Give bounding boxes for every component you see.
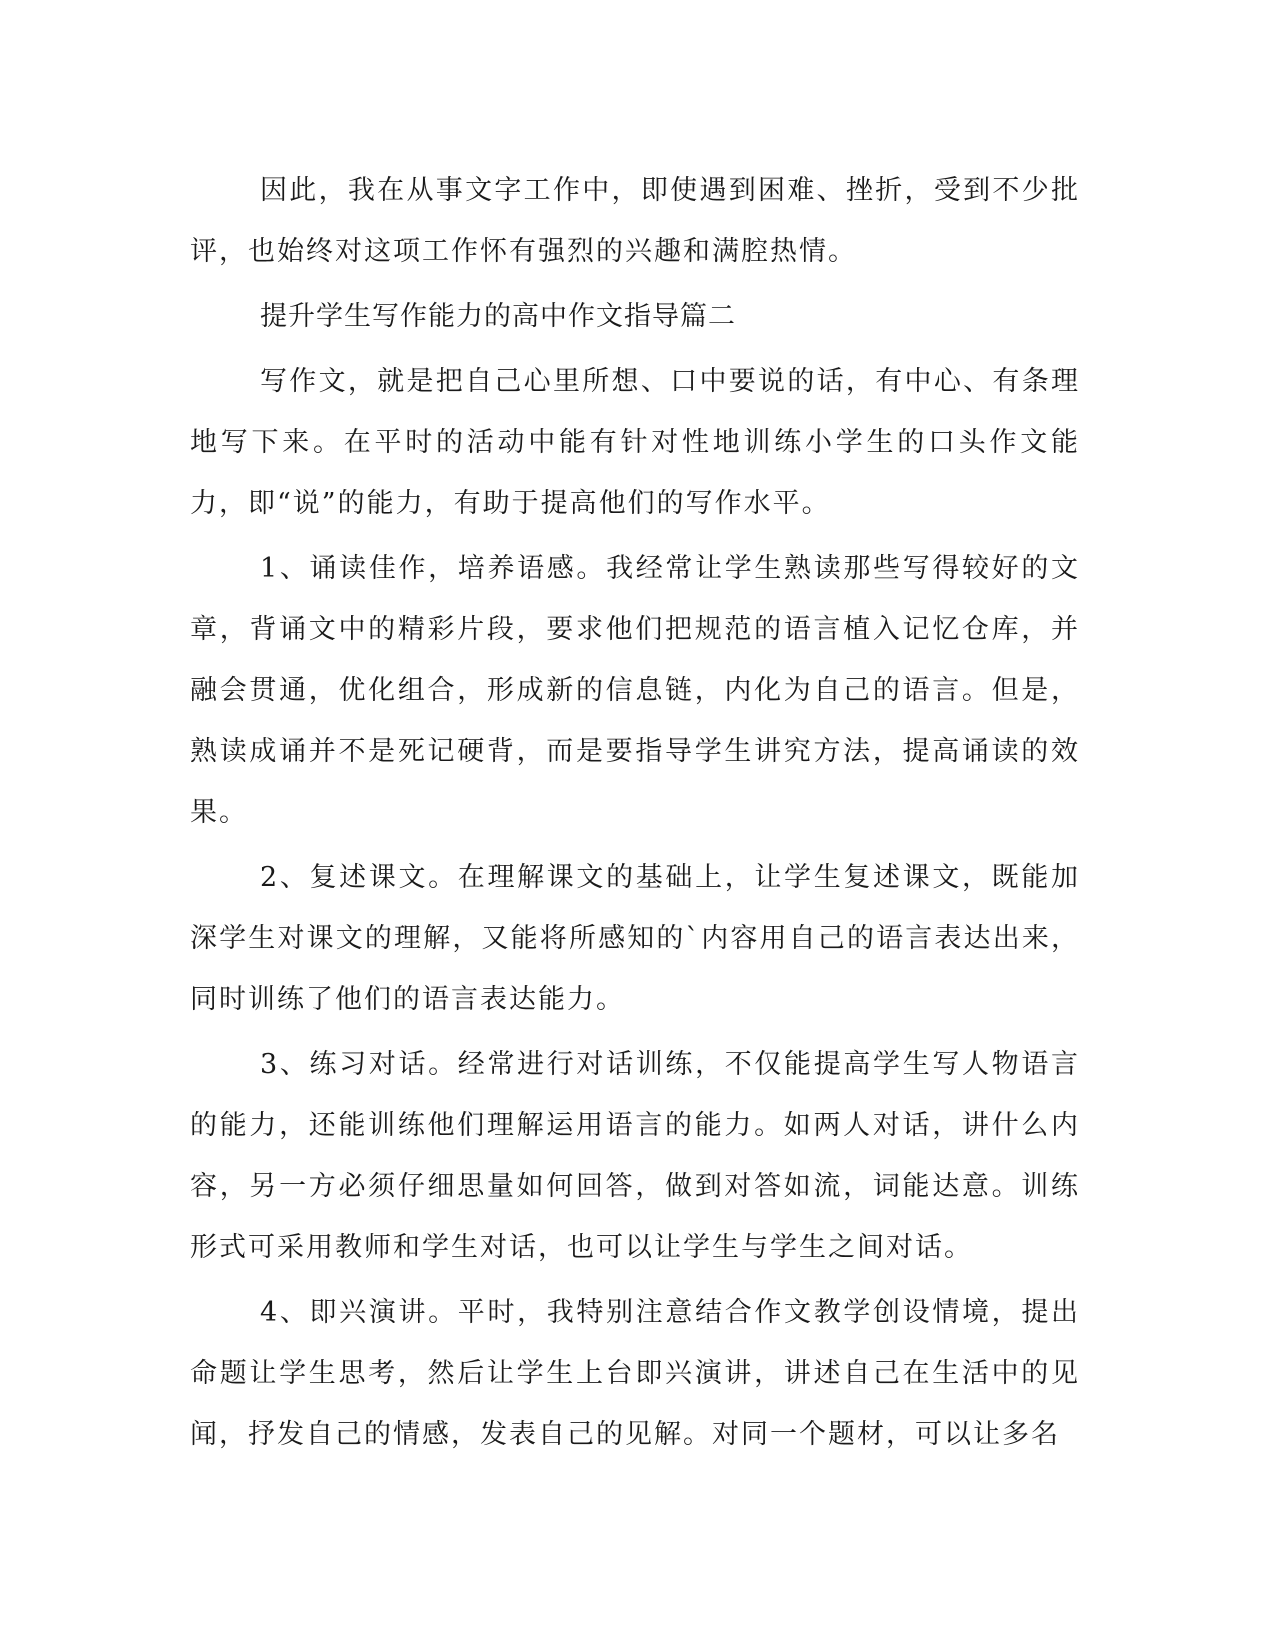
paragraph-point-1: 1、诵读佳作，培养语感。我经常让学生熟读那些写得较好的文章，背诵文中的精彩片段，要求他们把规范的语言植入记忆仓库，并融会贯通，优化组合，形成新的信息链，内化为自己的语言。但是，熟读成诵并不是死记硬背，而是要指导学生讲究方法，提高诵读的效果。 [190, 553, 1080, 828]
paragraph-intro: 因此，我在从事文字工作中，即使遇到困难、挫折，受到不少批评，也始终对这项工作怀有强烈的兴趣和满腔热情。 [190, 175, 1080, 267]
paragraph-point-2: 2、复述课文。在理解课文的基础上，让学生复述课文，既能加深学生对课文的理解，又能将所感知的`内容用自己的语言表达出来，同时训练了他们的语言表达能力。 [190, 862, 1080, 1015]
paragraph-overview: 写作文，就是把自己心里所想、口中要说的话，有中心、有条理地写下来。在平时的活动中能有针对性地训练小学生的口头作文能力，即“说”的能力，有助于提高他们的写作水平。 [190, 366, 1080, 519]
document-body [190, 160, 1080, 1469]
paragraph-point-4: 4、即兴演讲。平时，我特别注意结合作文教学创设情境，提出命题让学生思考，然后让学生上台即兴演讲，讲述自己在生活中的见闻，抒发自己的情感，发表自己的见解。对同一个题材，可以让多名 [190, 1297, 1080, 1450]
section-heading: 提升学生写作能力的高中作文指导篇二 [260, 301, 736, 332]
paragraph-point-3: 3、练习对话。经常进行对话训练，不仅能提高学生写人物语言的能力，还能训练他们理解运用语言的能力。如两人对话，讲什么内容，另一方必须仔细思量如何回答，做到对答如流，词能达意。训练形式可采用教师和学生对话，也可以让学生与学生之间对话。 [190, 1049, 1080, 1263]
